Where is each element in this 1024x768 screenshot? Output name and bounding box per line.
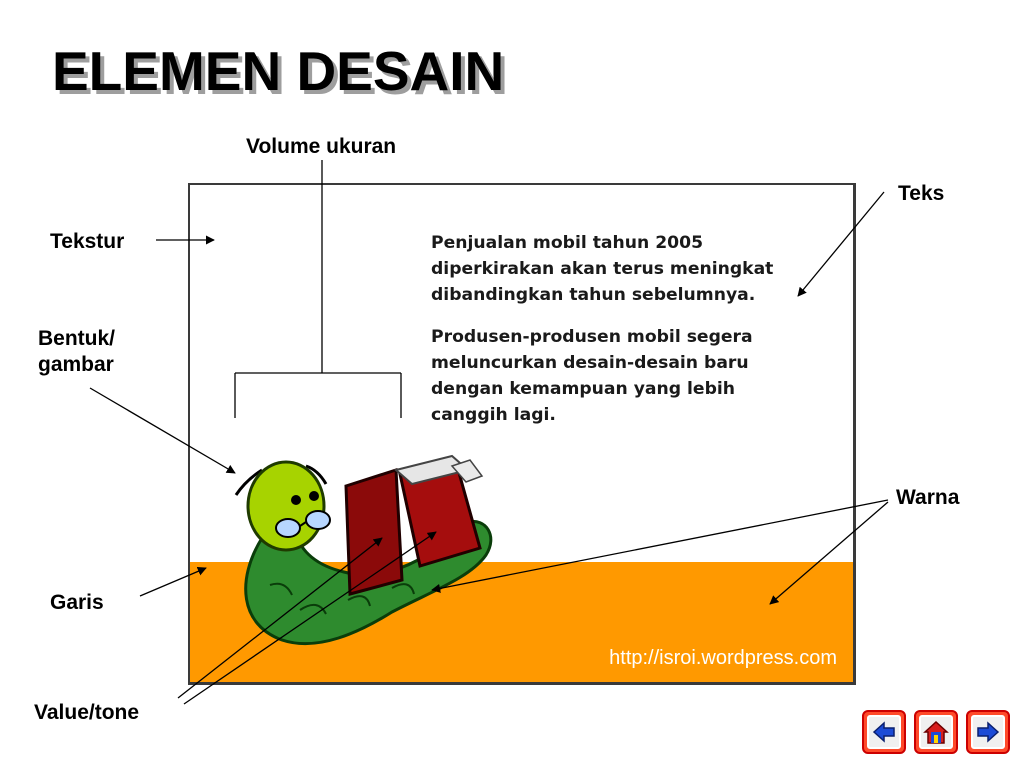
slide-text-line: canggih lagi. [431,405,556,425]
label-warna: Warna [896,486,960,509]
slide-text-line: dengan kemampuan yang lebih [431,379,736,399]
page-title: ELEMEN DESAIN [52,40,505,102]
example-slide [188,183,856,685]
slide-text-line: diperkirakan akan terus meningkat [431,259,774,279]
previous-slide-button[interactable] [862,710,906,754]
slide-text-line: dibandingkan tahun sebelumnya. [431,285,756,305]
house-icon [921,717,951,747]
arrow-left-icon [869,717,899,747]
label-tekstur: Tekstur [50,230,125,253]
slide-text [431,230,831,428]
slide-text-line: Penjualan mobil tahun 2005 [431,233,704,253]
slide-text-line: meluncurkan desain-desain baru [431,353,749,373]
label-bentuk-line2: gambar [38,353,114,376]
next-slide-button[interactable] [966,710,1010,754]
label-teks: Teks [898,182,945,205]
label-volume-ukuran: Volume ukuran [246,135,397,158]
slide-paragraph-2 [431,324,831,428]
label-bentuk-gambar [38,326,115,378]
label-garis: Garis [50,591,104,614]
label-value-tone: Value/tone [34,701,140,724]
slide-text-line: Produsen-produsen mobil segera [431,327,753,347]
label-bentuk-line1: Bentuk/ [38,327,116,350]
arrow-right-icon [973,717,1003,747]
slide-paragraph-1 [431,230,831,308]
slide-url: http://isroi.wordpress.com [609,647,837,669]
home-button[interactable] [914,710,958,754]
